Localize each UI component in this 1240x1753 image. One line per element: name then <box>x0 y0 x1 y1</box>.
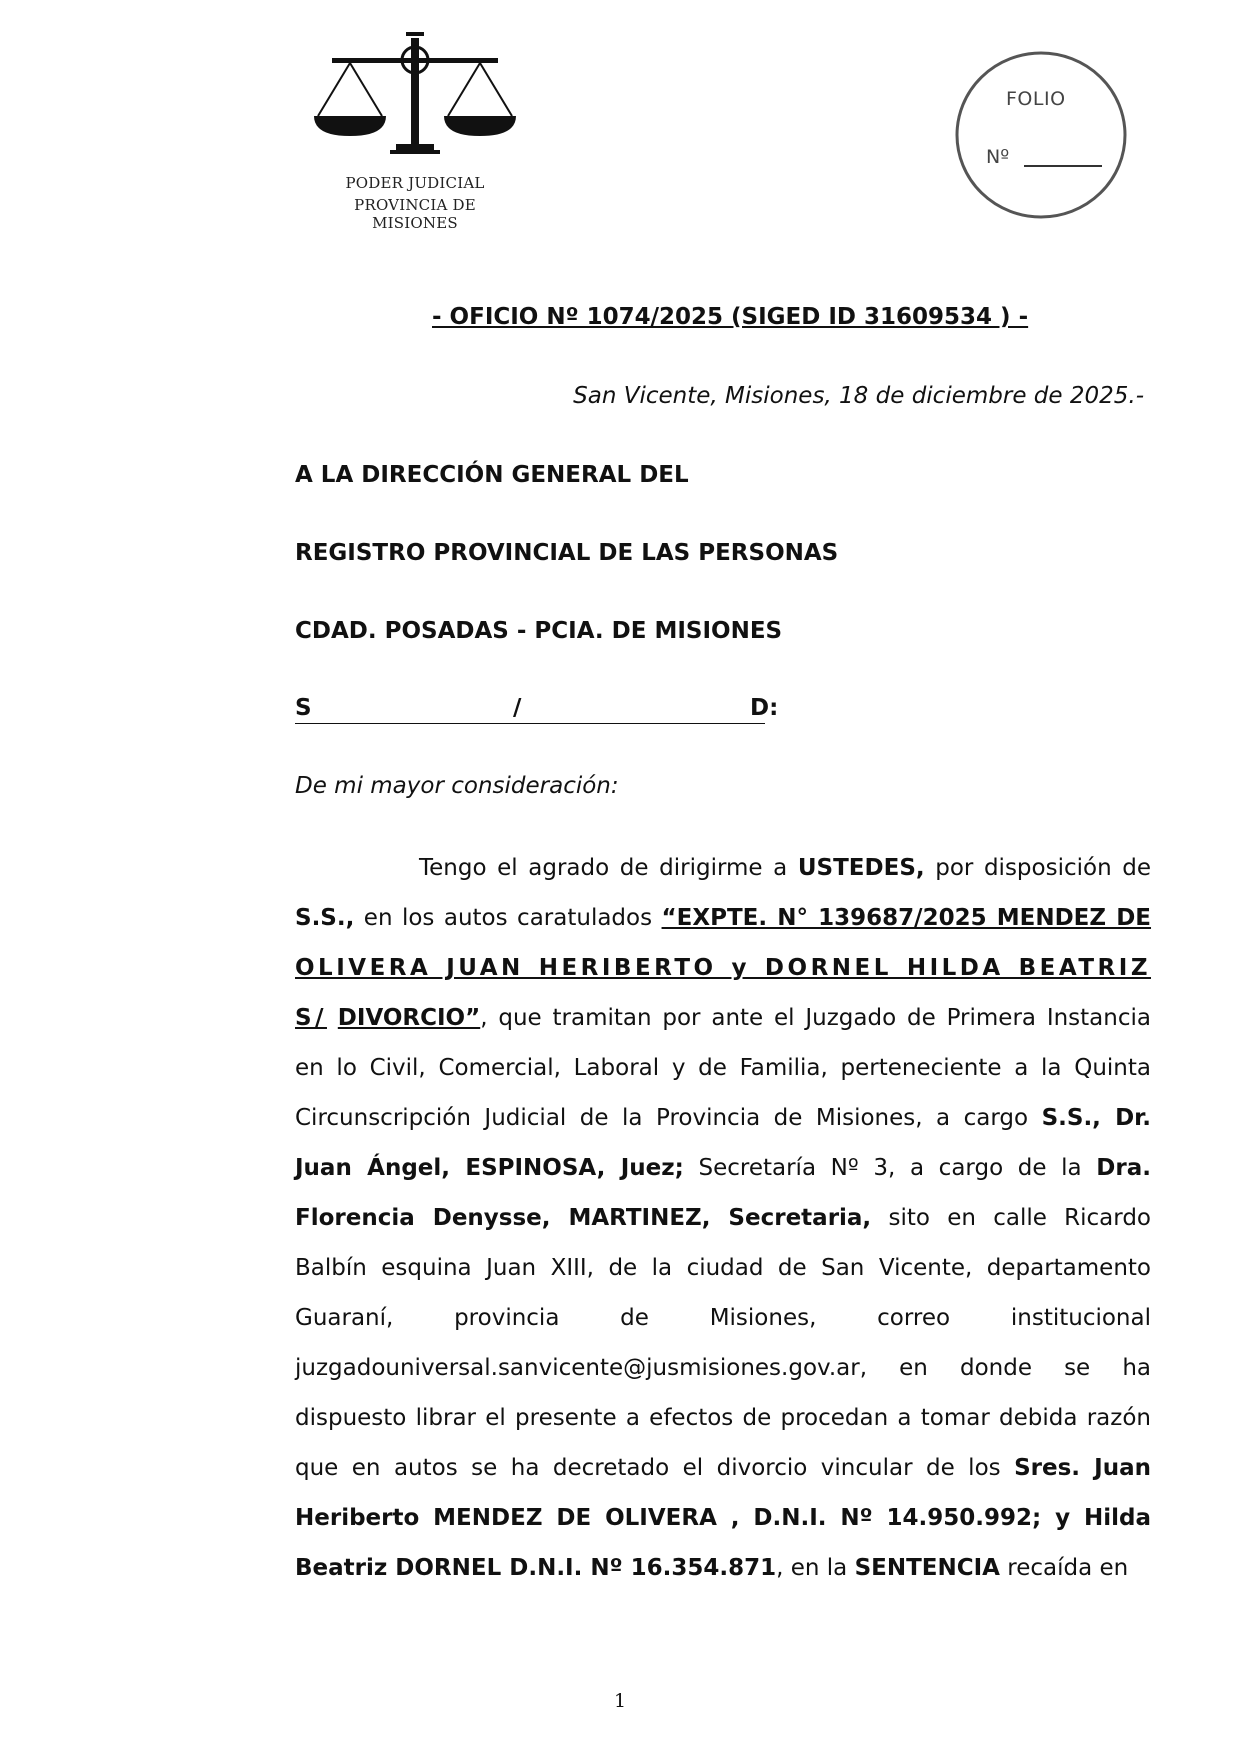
poder-judicial-emblem <box>310 32 520 232</box>
greeting: De mi mayor consideración: <box>295 773 619 799</box>
emblem-text-line1: PODER JUDICIAL <box>345 174 485 192</box>
case-title-run: “EXPTE. N° 139687/2025 MENDEZ DE <box>661 905 1152 931</box>
body-text-run: Secretaría Nº 3, a cargo de la <box>683 1155 1097 1181</box>
body-text-run: , en la <box>776 1555 855 1581</box>
body-bold-run: USTEDES, <box>797 855 925 881</box>
case-title-run: OLIVERA JUAN HERIBERTO y DORNEL HILDA BEATRIZ S/ <box>295 955 1151 1031</box>
folio-circle-icon <box>954 50 1128 220</box>
body-text-run: en los autos caratulados <box>354 905 662 931</box>
secretary-name-run: Dra. Florencia Denysse, MARTINEZ, Secretaria, <box>295 1155 1151 1231</box>
sd-line <box>295 695 777 725</box>
judge-name-run: S.S., Dr. Juan Ángel, ESPINOSA, Juez; <box>295 1105 1151 1181</box>
recipient-line-2: REGISTRO PROVINCIAL DE LAS PERSONAS <box>295 540 839 566</box>
document-title: - OFICIO Nº 1074/2025 (SIGED ID 31609534 ) - <box>432 304 1029 330</box>
folio-stamp <box>954 50 1128 220</box>
sd-underline <box>295 723 765 724</box>
body-text-run: , que tramitan por ante el Juzgado de Primera Instancia en lo Civil, Comercial, Laboral y de Familia, perteneciente a la Quinta Circunscripción Judicial de la Provincia de Misiones, a cargo <box>295 1005 1151 1131</box>
body-text-run: Tengo el agrado de dirigirme a <box>419 855 798 881</box>
body-bold-run: SENTENCIA <box>854 1555 1000 1581</box>
folio-number-label: Nº <box>986 146 1010 168</box>
body-text-run: por disposición de <box>924 855 1152 881</box>
body-text-run: recaída en <box>999 1555 1129 1581</box>
body-paragraph <box>295 843 1151 1593</box>
sd-d: D: <box>750 695 779 721</box>
case-title-run: DIVORCIO” <box>337 1005 481 1031</box>
body-text-run: sito en calle Ricardo Balbín esquina Juan XIII, de la ciudad de San Vicente, departamento Guaraní, provincia de Misiones, correo institucional juzgadouniversal.sanvicente@jusmisiones.gov.ar, en donde se ha dispuesto librar el presente a efectos de procedan a tomar debida razón que en autos se ha decretado el divorcio vincular de los <box>295 1205 1151 1481</box>
sd-s: S <box>295 695 312 721</box>
recipient-line-1: A LA DIRECCIÓN GENERAL DEL <box>295 462 689 488</box>
page-number: 1 <box>613 1690 627 1712</box>
emblem-text-line2: PROVINCIA DE MISIONES <box>354 196 476 232</box>
folio-number-blank <box>1024 165 1102 167</box>
recipient-line-3: CDAD. POSADAS - PCIA. DE MISIONES <box>295 618 783 644</box>
body-bold-run: S.S., <box>295 905 355 931</box>
parties-run: Sres. Juan Heriberto MENDEZ DE OLIVERA , D.N.I. Nº 14.950.992; y Hilda Beatriz DORNEL D.N.I. Nº 16.354.871 <box>295 1455 1151 1581</box>
scales-of-justice-icon <box>310 32 520 172</box>
folio-label: FOLIO <box>1006 88 1066 110</box>
date-line: San Vicente, Misiones, 18 de diciembre de 2025.- <box>573 383 1144 409</box>
sd-slash: / <box>513 695 522 721</box>
